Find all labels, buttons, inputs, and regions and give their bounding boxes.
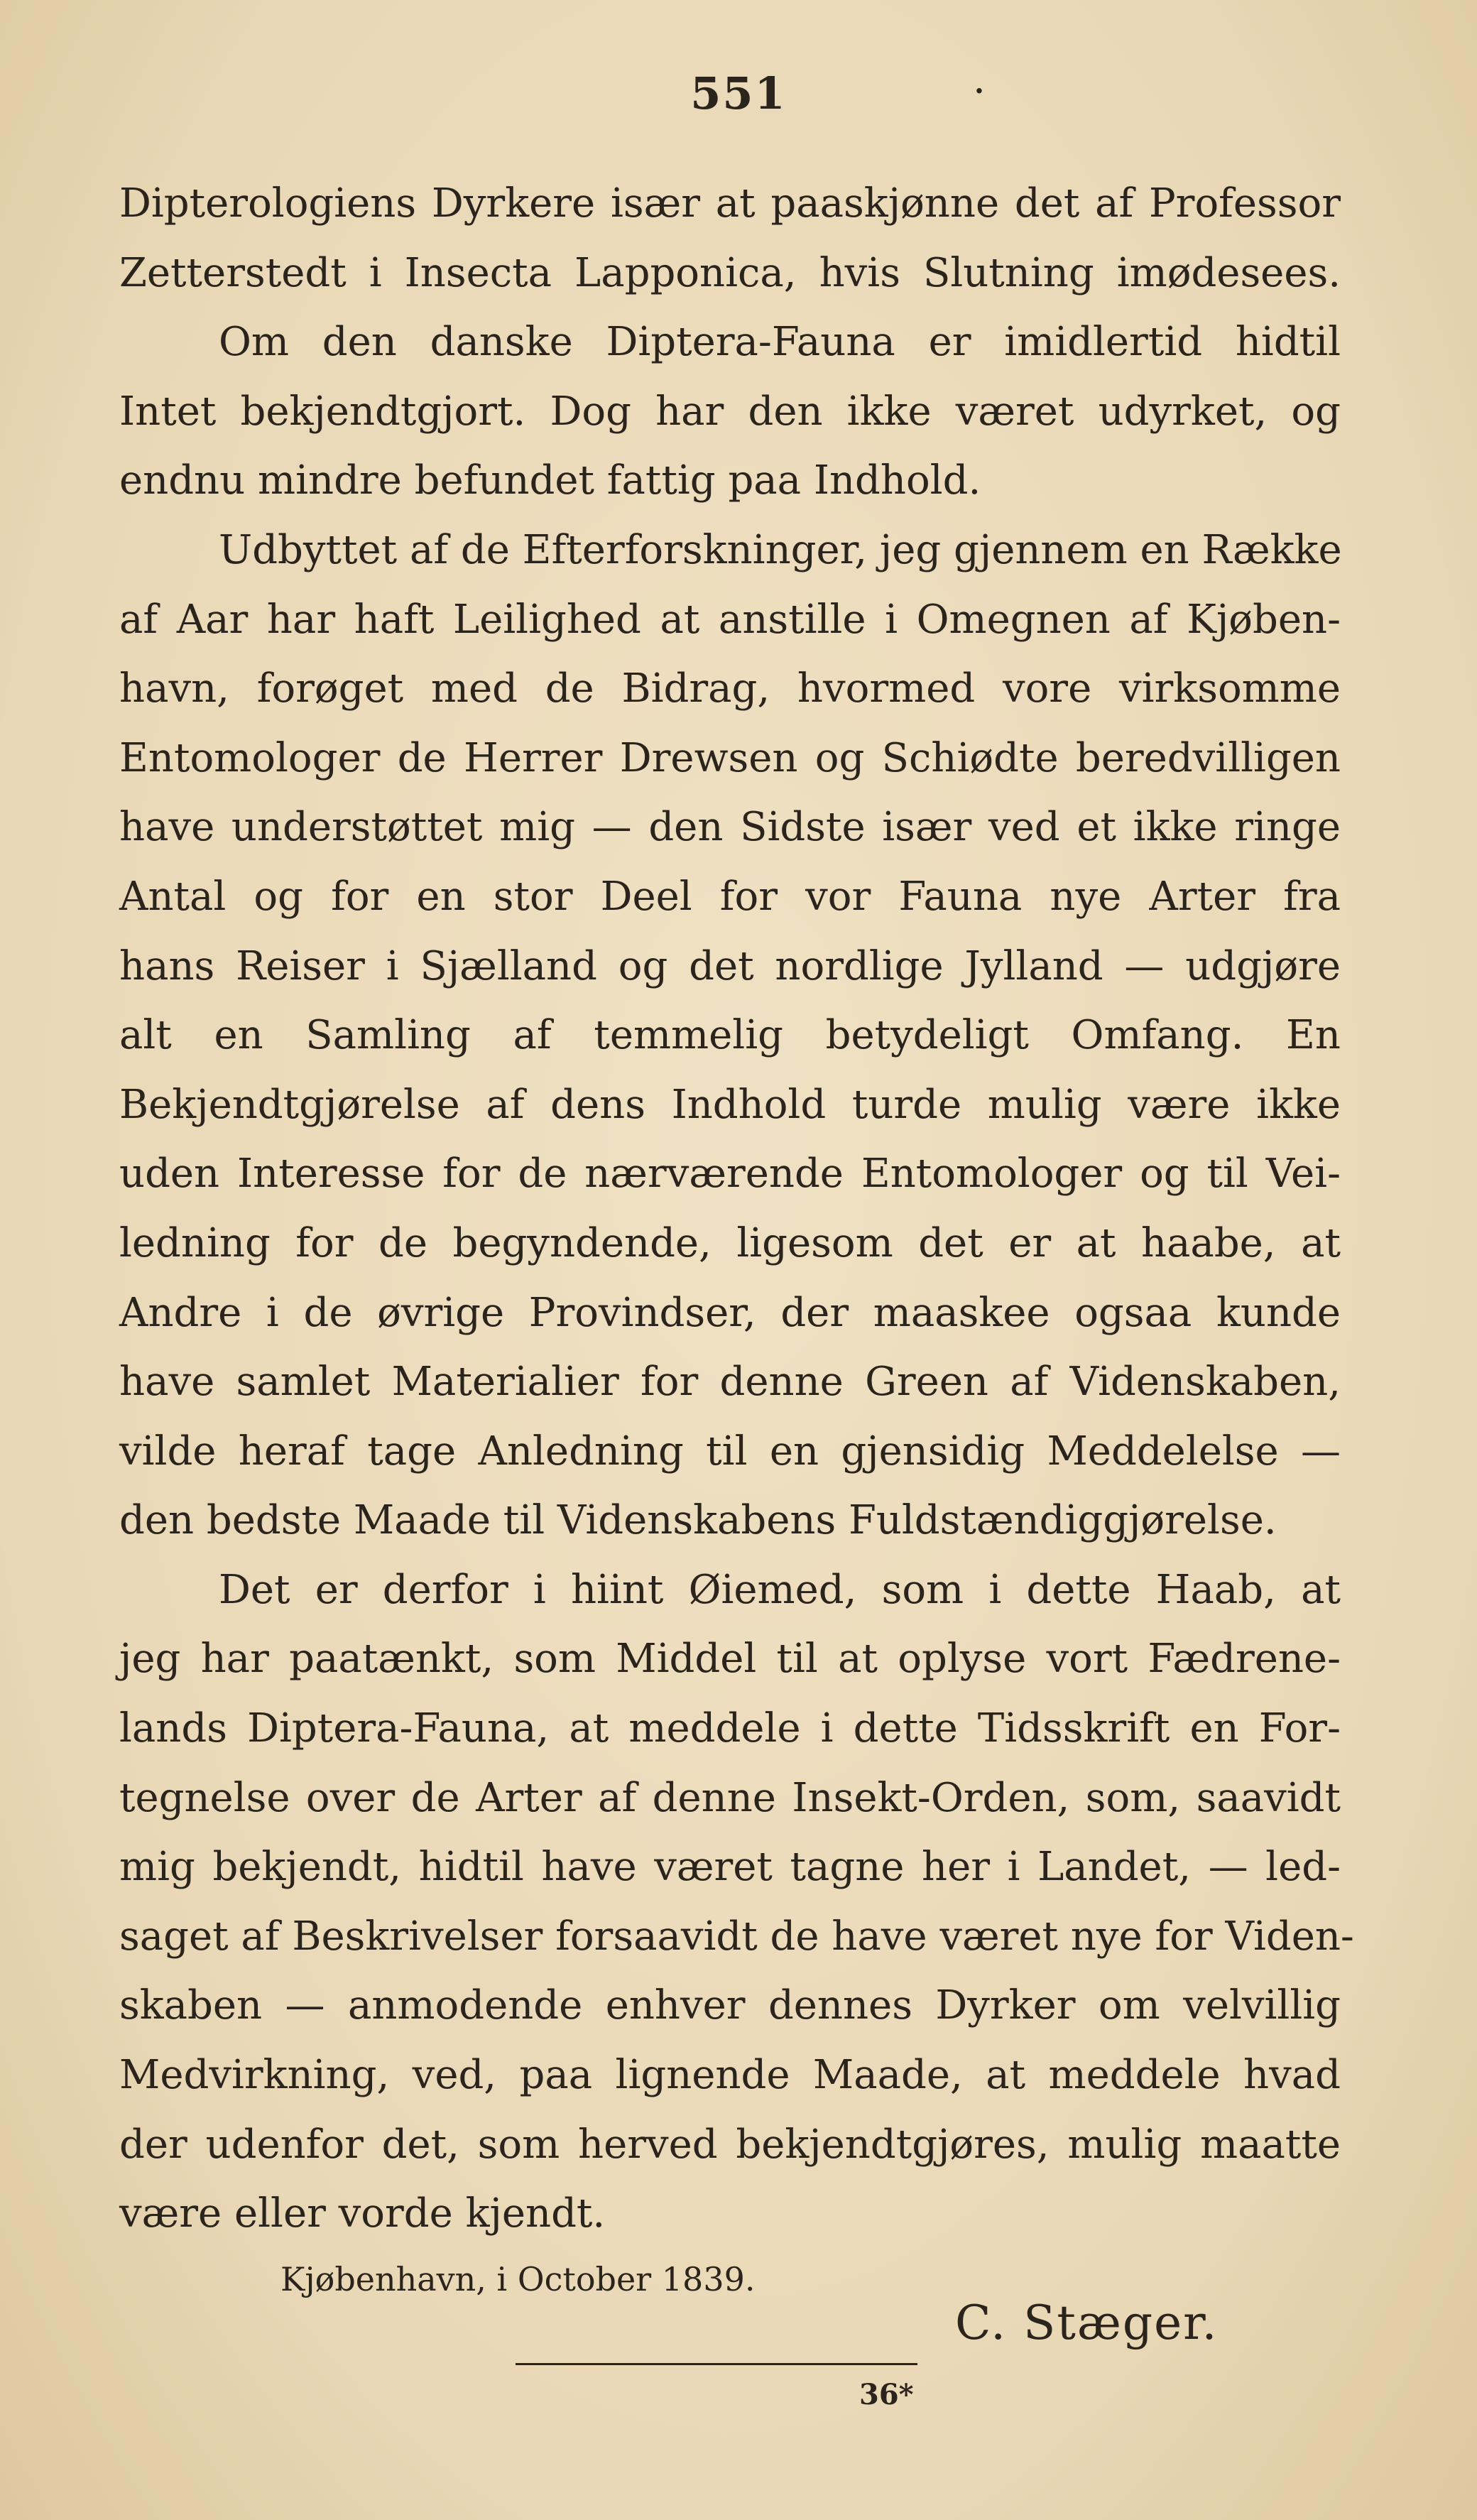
text-line: af Aar har haft Leilighed at anstille i Omegnen af Kjøben- <box>119 596 1341 643</box>
text-line: Om den danske Diptera-Fauna er imidlertid hidtil <box>219 319 1341 366</box>
text-line: Andre i de øvrige Provindser, der maaskee ogsaa kunde <box>119 1289 1341 1336</box>
page-header-dot: · <box>974 75 984 108</box>
dateline: Kjøbenhavn, i October 1839. <box>280 2260 756 2298</box>
text-line: jeg har paatænkt, som Middel til at oplyse vort Fædrene- <box>119 1636 1341 1683</box>
text-line: havn, forøget med de Bidrag, hvormed vore virksomme <box>119 666 1341 712</box>
printer-signature-mark: 36* <box>859 2378 914 2411</box>
text-line: Bekjendtgjørelse af dens Indhold turde mulig være ikke <box>119 1081 1341 1128</box>
text-line: mig bekjendt, hidtil have været tagne her i Landet, — led- <box>119 1844 1341 1891</box>
page-number: 551 <box>690 67 787 119</box>
text-line: Det er derfor i hiint Øiemed, som i dette Haab, at <box>219 1566 1341 1613</box>
text-line: have understøttet mig — den Sidste især ved et ikke ringe <box>119 804 1341 851</box>
text-line: være eller vorde kjendt. <box>119 2190 606 2237</box>
text-line: Intet bekjendtgjort. Dog har den ikke været udyrket, og <box>119 388 1341 435</box>
text-line: ledning for de begyndende, ligesom det er at haabe, at <box>119 1220 1341 1266</box>
text-line: have samlet Materialier for denne Green af Videnskaben, <box>119 1359 1341 1406</box>
text-line: saget af Beskrivelser forsaavidt de have været nye for Viden- <box>119 1913 1354 1960</box>
body-text <box>119 169 1354 2249</box>
text-line: vilde heraf tage Anledning til en gjensidig Meddelelse — <box>119 1428 1341 1474</box>
text-line: Dipterologiens Dyrkere især at paaskjønne det af Professor <box>119 180 1341 227</box>
text-line: Antal og for en stor Deel for vor Fauna nye Arter fra <box>119 873 1341 920</box>
text-line: Medvirkning, ved, paa lignende Maade, at meddele hvad <box>119 2052 1341 2099</box>
text-line: Entomologer de Herrer Drewsen og Schiødte beredvilligen <box>119 734 1341 781</box>
closing-rule <box>516 2363 917 2365</box>
text-line: endnu mindre befundet fattig paa Indhold. <box>119 457 981 504</box>
text-line: alt en Samling af temmelig betydeligt Omfang. En <box>119 1012 1341 1059</box>
author-signature: C. Stæger. <box>955 2296 1219 2350</box>
text-line: Udbyttet af de Efterforskninger, jeg gjennem en Række <box>219 526 1342 573</box>
text-line: skaben — anmodende enhver dennes Dyrker om velvillig <box>119 1982 1341 2029</box>
text-line: der udenfor det, som herved bekjendtgjøres, mulig maatte <box>119 2121 1341 2168</box>
text-line: hans Reiser i Sjælland og det nordlige Jylland — udgjøre <box>119 943 1341 989</box>
text-line: tegnelse over de Arter af denne Insekt-Orden, som, saavidt <box>119 1774 1341 1821</box>
text-line: uden Interesse for de nærværende Entomologer og til Vei- <box>119 1151 1341 1197</box>
text-line: Zetterstedt i Insecta Lapponica, hvis Slutning imødesees. <box>119 249 1341 296</box>
text-line: den bedste Maade til Videnskabens Fuldstændiggjørelse. <box>119 1497 1277 1544</box>
text-line: lands Diptera-Fauna, at meddele i dette Tidsskrift en For- <box>119 1705 1341 1752</box>
